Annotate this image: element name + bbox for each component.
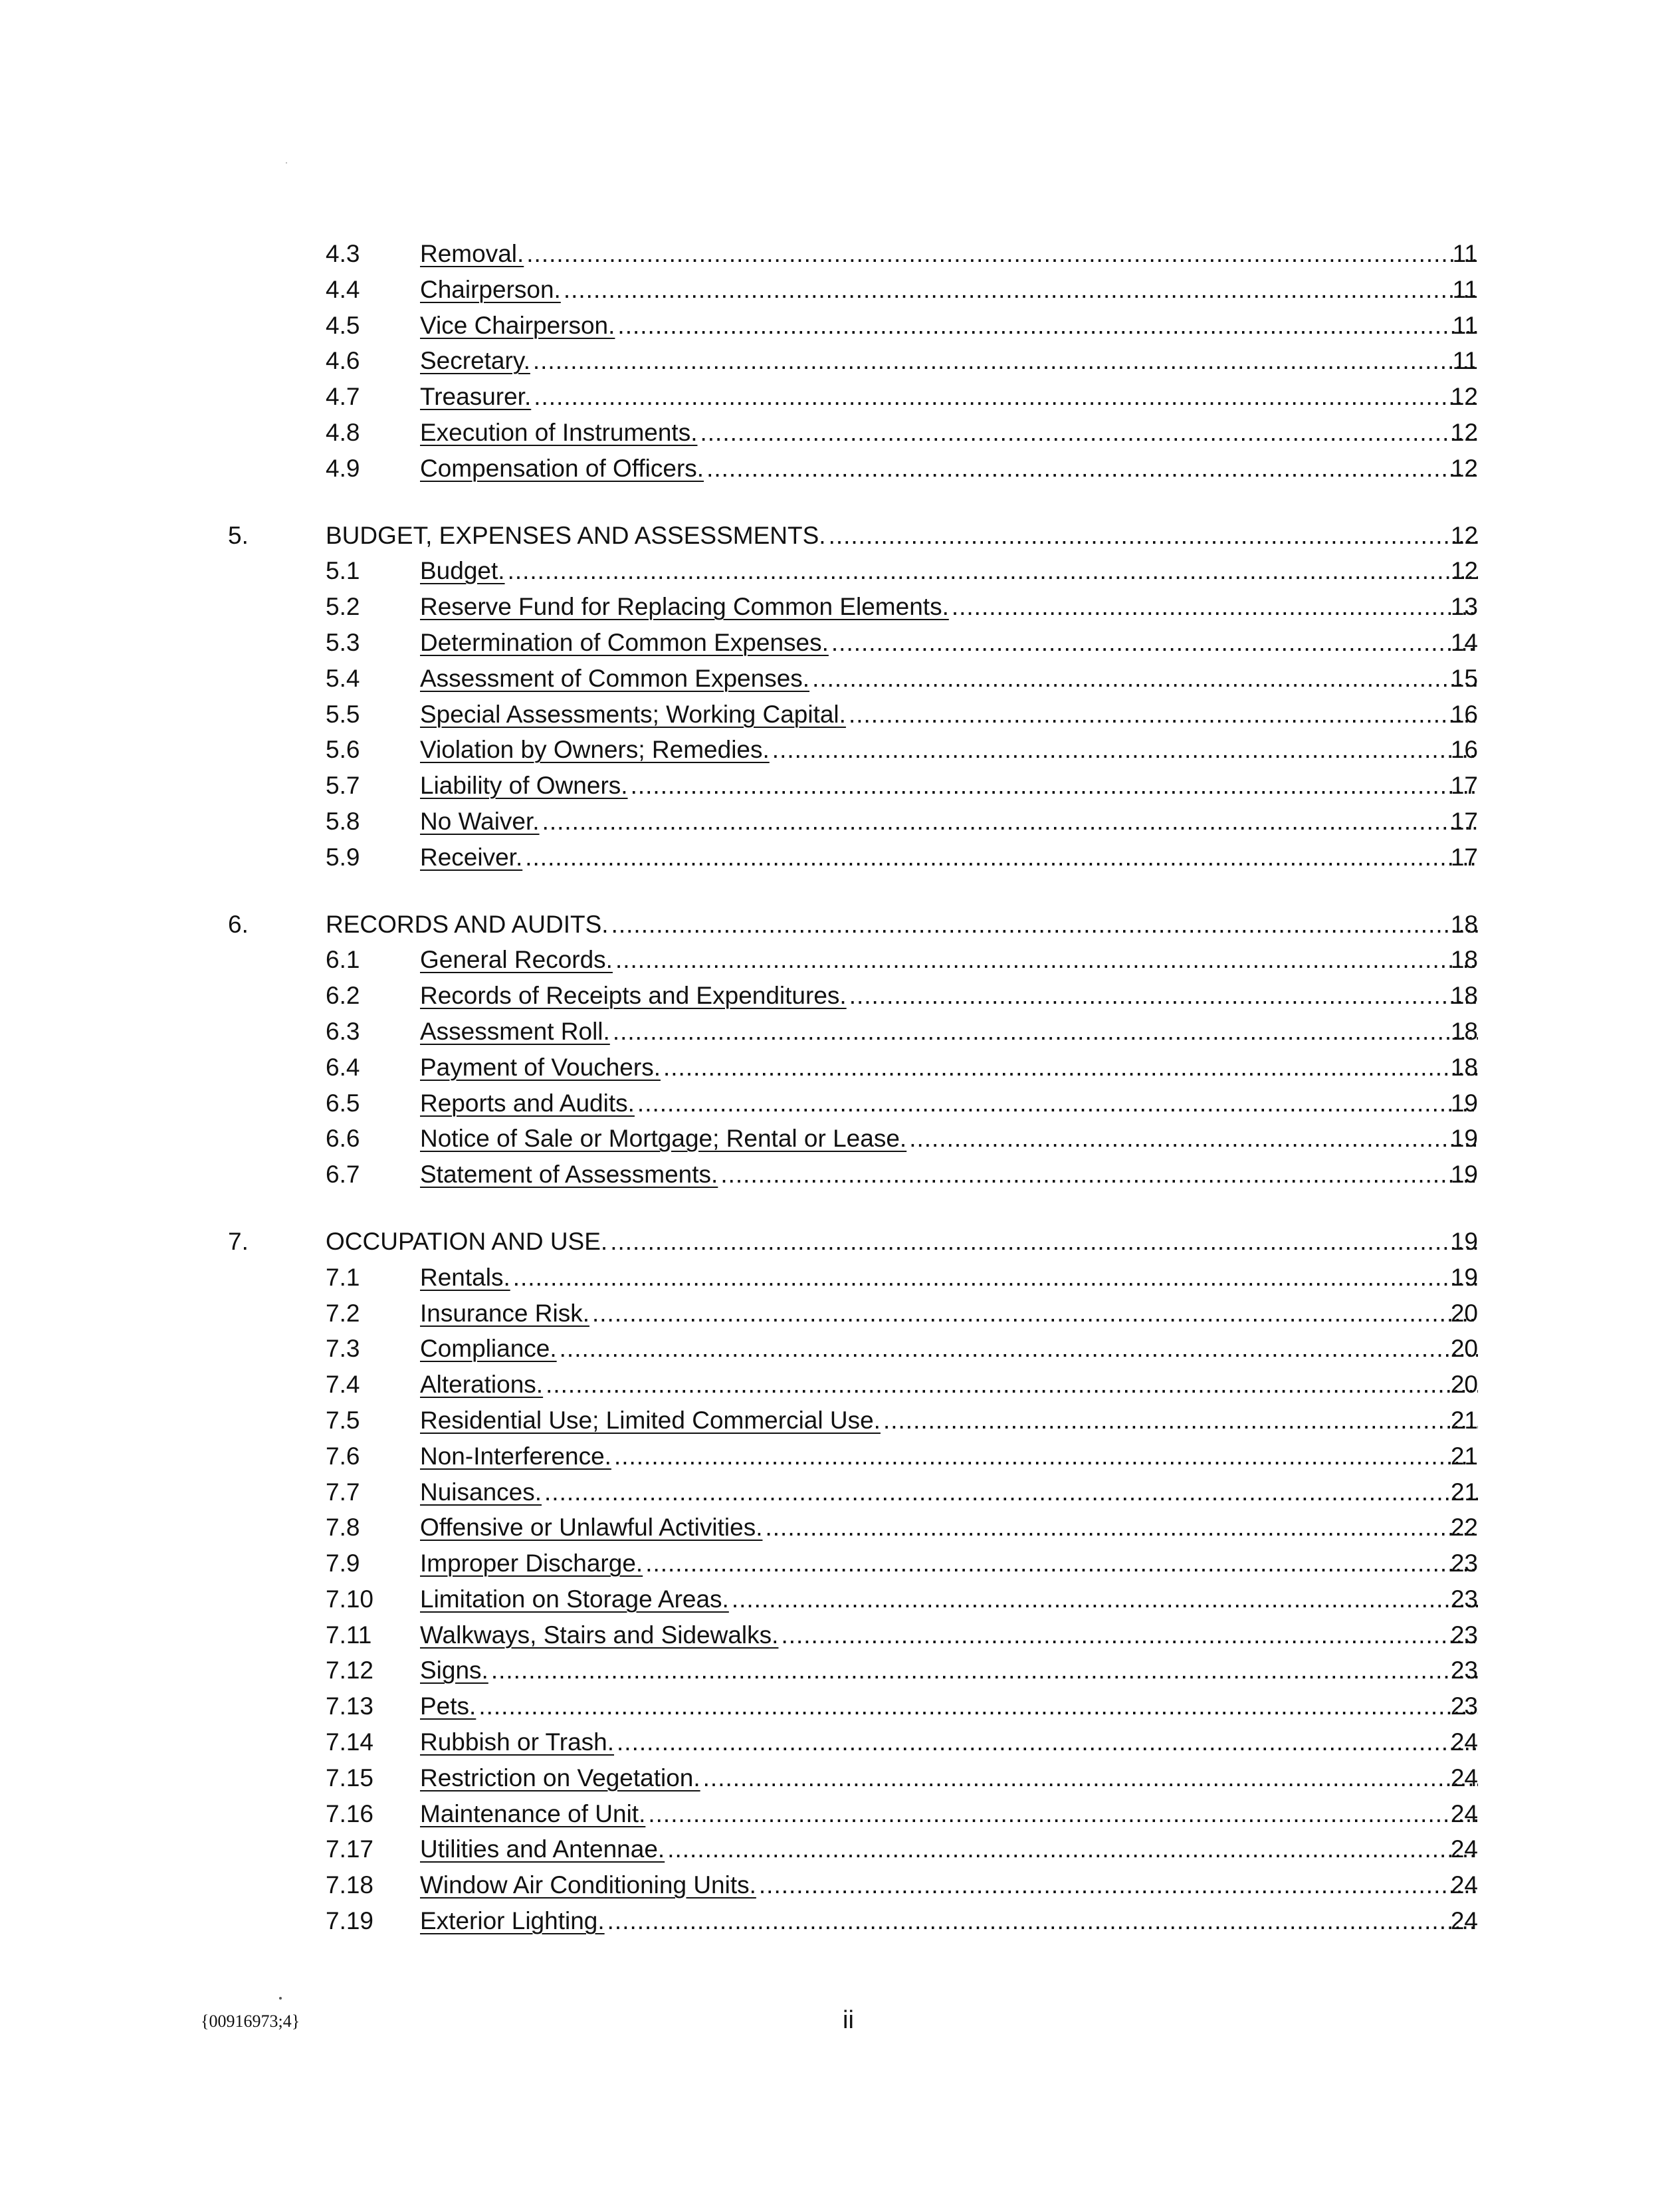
- dot-leader: [524, 236, 1478, 272]
- toc-entry-leader: [420, 1086, 1478, 1121]
- toc-entry-leader: [420, 272, 1478, 308]
- subsection-number: 6.6: [326, 1125, 360, 1153]
- toc-entry-leader: [420, 1903, 1478, 1939]
- subsection-number: 6.7: [326, 1161, 360, 1189]
- dot-leader: [661, 1050, 1478, 1086]
- toc-entry-leader: [420, 1510, 1478, 1546]
- toc-subsection-row[interactable]: [0, 1760, 1680, 1796]
- page-reference: 23: [1450, 1621, 1478, 1649]
- subsection-title-link[interactable]: Insurance Risk.: [420, 1299, 589, 1327]
- toc-subsection-row[interactable]: [0, 415, 1680, 451]
- toc-entry-leader: [420, 1439, 1478, 1474]
- subsection-title-link[interactable]: Determination of Common Expenses.: [420, 628, 829, 656]
- page-reference: 24: [1450, 1835, 1478, 1863]
- toc-subsection-row[interactable]: [0, 768, 1680, 804]
- page-reference: 23: [1450, 1585, 1478, 1613]
- dot-leader: [613, 942, 1478, 978]
- toc-entry-leader: [420, 732, 1478, 768]
- page-reference: 13: [1450, 593, 1478, 621]
- section-number: 7.: [228, 1227, 249, 1255]
- dot-leader: [697, 415, 1478, 451]
- toc-subsection-row[interactable]: [0, 1157, 1680, 1193]
- page-reference: 19: [1450, 1089, 1478, 1117]
- toc-subsection-row[interactable]: [0, 1403, 1680, 1439]
- page-reference: 16: [1450, 736, 1478, 764]
- subsection-number: 7.1: [326, 1263, 360, 1291]
- dot-leader: [829, 625, 1478, 661]
- subsection-title-link[interactable]: Window Air Conditioning Units.: [420, 1871, 756, 1899]
- toc-subsection-row[interactable]: [0, 236, 1680, 272]
- subsection-number: 5.8: [326, 807, 360, 835]
- section-title: RECORDS AND AUDITS.: [326, 910, 609, 938]
- subsection-number: 7.19: [326, 1907, 374, 1935]
- subsection-number: 7.3: [326, 1335, 360, 1363]
- page-reference: 22: [1450, 1514, 1478, 1542]
- page-reference: 20: [1450, 1299, 1478, 1327]
- page-reference: 11: [1452, 311, 1478, 339]
- dot-leader: [700, 1760, 1478, 1796]
- subsection-number: 4.8: [326, 418, 360, 446]
- toc-subsection-row[interactable]: [0, 1581, 1680, 1617]
- page-reference: 23: [1450, 1657, 1478, 1684]
- page-reference: 20: [1450, 1335, 1478, 1363]
- subsection-title-link[interactable]: Statement of Assessments.: [420, 1161, 718, 1189]
- toc-entry-leader: [326, 518, 1478, 554]
- subsection-number: 7.2: [326, 1299, 360, 1327]
- page-reference: 24: [1450, 1799, 1478, 1827]
- page-reference: 14: [1450, 628, 1478, 656]
- toc-subsection-row[interactable]: [0, 451, 1680, 487]
- scan-speck: [279, 1997, 282, 2000]
- subsection-title-link[interactable]: Signs.: [420, 1657, 488, 1684]
- toc-entry-leader: [420, 1121, 1478, 1157]
- dot-leader: [718, 1157, 1478, 1193]
- toc-subsection-row[interactable]: [0, 1331, 1680, 1367]
- dot-leader: [628, 768, 1478, 804]
- dot-leader: [531, 379, 1478, 415]
- toc-subsection-row[interactable]: [0, 1546, 1680, 1581]
- section-gap: [0, 487, 1680, 518]
- dot-leader: [704, 451, 1478, 487]
- toc-entry-leader: [420, 1831, 1478, 1867]
- page-reference: 12: [1450, 521, 1478, 549]
- subsection-number: 4.7: [326, 383, 360, 411]
- subsection-title-link[interactable]: Pets.: [420, 1692, 476, 1720]
- subsection-number: 5.7: [326, 772, 360, 800]
- dot-leader: [906, 1121, 1478, 1157]
- subsection-number: 7.4: [326, 1371, 360, 1399]
- dot-leader: [476, 1688, 1478, 1724]
- toc-entry-leader: [420, 1617, 1478, 1653]
- dot-leader: [522, 840, 1478, 875]
- toc-entry-leader: [420, 343, 1478, 379]
- dot-leader: [809, 661, 1478, 697]
- toc-subsection-row[interactable]: [0, 1796, 1680, 1832]
- subsection-title-link[interactable]: Rubbish or Trash.: [420, 1728, 615, 1756]
- page-reference: 24: [1450, 1764, 1478, 1791]
- page-reference: 12: [1450, 557, 1478, 585]
- subsection-title-link[interactable]: Residential Use; Limited Commercial Use.: [420, 1406, 881, 1434]
- toc-subsection-row[interactable]: [0, 661, 1680, 697]
- subsection-title-link[interactable]: Rentals.: [420, 1263, 510, 1291]
- toc-entry-leader: [420, 379, 1478, 415]
- toc-entry-leader: [420, 1760, 1478, 1796]
- subsection-title-link[interactable]: Secretary.: [420, 347, 530, 375]
- subsection-title-link[interactable]: Payment of Vouchers.: [420, 1053, 661, 1081]
- page-reference: 20: [1450, 1371, 1478, 1399]
- toc-subsection-row[interactable]: [0, 379, 1680, 415]
- subsection-number: 7.10: [326, 1585, 374, 1613]
- dot-leader: [610, 1014, 1478, 1050]
- subsection-number: 5.6: [326, 736, 360, 764]
- section-number: 5.: [228, 521, 249, 549]
- toc-entry-leader: [420, 308, 1478, 344]
- subsection-title-link[interactable]: Records of Receipts and Expenditures.: [420, 982, 847, 1010]
- toc-entry-leader: [420, 1796, 1478, 1832]
- subsection-number: 4.5: [326, 311, 360, 339]
- toc-entry-leader: [420, 236, 1478, 272]
- toc-entry-leader: [326, 1224, 1478, 1260]
- page-reference: 21: [1450, 1478, 1478, 1506]
- toc-entry-leader: [420, 978, 1478, 1014]
- toc-subsection-row[interactable]: [0, 1688, 1680, 1724]
- subsection-title-link[interactable]: Reports and Audits.: [420, 1089, 635, 1117]
- page-reference: 24: [1450, 1728, 1478, 1756]
- toc-subsection-row[interactable]: [0, 1474, 1680, 1510]
- page-reference: 19: [1450, 1227, 1478, 1255]
- toc-entry-leader: [420, 1546, 1478, 1581]
- dot-leader: [615, 308, 1478, 344]
- dot-leader: [665, 1831, 1478, 1867]
- subsection-title-link[interactable]: Limitation on Storage Areas.: [420, 1585, 729, 1613]
- dot-leader: [846, 697, 1478, 733]
- dot-leader: [510, 1260, 1478, 1296]
- page-reference: 21: [1450, 1442, 1478, 1470]
- subsection-number: 4.3: [326, 240, 360, 267]
- toc-entry-leader: [420, 840, 1478, 875]
- toc-subsection-row[interactable]: [0, 697, 1680, 733]
- toc-entry-leader: [420, 589, 1478, 625]
- toc-entry-leader: [420, 1688, 1478, 1724]
- page-reference: 17: [1450, 772, 1478, 800]
- subsection-title-link[interactable]: Special Assessments; Working Capital.: [420, 700, 846, 728]
- toc-subsection-row[interactable]: [0, 625, 1680, 661]
- toc-entry-leader: [420, 768, 1478, 804]
- subsection-title-link[interactable]: Vice Chairperson.: [420, 311, 615, 339]
- subsection-title-link[interactable]: General Records.: [420, 946, 613, 974]
- page-reference: 11: [1452, 240, 1478, 267]
- toc-subsection-row[interactable]: [0, 1617, 1680, 1653]
- toc-entry-leader: [420, 661, 1478, 697]
- subsection-number: 7.6: [326, 1442, 360, 1470]
- dot-leader: [770, 732, 1478, 768]
- subsection-number: 4.6: [326, 347, 360, 375]
- subsection-number: 6.2: [326, 982, 360, 1010]
- subsection-title-link[interactable]: Non-Interference.: [420, 1442, 611, 1470]
- page-reference: 17: [1450, 807, 1478, 835]
- page-reference: 19: [1450, 1125, 1478, 1153]
- dot-leader: [542, 1474, 1478, 1510]
- page-reference: 18: [1450, 946, 1478, 974]
- page-reference: 24: [1450, 1871, 1478, 1899]
- toc-entry-leader: [420, 1367, 1478, 1403]
- toc-subsection-row[interactable]: [0, 1831, 1680, 1867]
- subsection-number: 7.13: [326, 1692, 374, 1720]
- toc-entry-leader: [420, 1653, 1478, 1688]
- subsection-number: 5.5: [326, 700, 360, 728]
- page-number: ii: [843, 2006, 854, 2034]
- section-number: 6.: [228, 910, 249, 938]
- toc-entry-leader: [420, 942, 1478, 978]
- toc-entry-leader: [420, 1474, 1478, 1510]
- subsection-number: 5.1: [326, 557, 360, 585]
- toc-subsection-row[interactable]: [0, 1050, 1680, 1086]
- subsection-title-link[interactable]: Receiver.: [420, 843, 523, 871]
- dot-leader: [614, 1724, 1478, 1760]
- subsection-title-link[interactable]: Compliance.: [420, 1335, 557, 1363]
- dot-leader: [847, 978, 1478, 1014]
- toc-entry-leader: [420, 697, 1478, 733]
- toc-subsection-row[interactable]: [0, 942, 1680, 978]
- toc-section-row: [0, 907, 1680, 943]
- toc-subsection-row[interactable]: [0, 978, 1680, 1014]
- toc-subsection-row[interactable]: [0, 732, 1680, 768]
- subsection-number: 7.12: [326, 1657, 374, 1684]
- subsection-number: 5.4: [326, 664, 360, 692]
- dot-leader: [530, 343, 1478, 379]
- toc-subsection-row[interactable]: [0, 1086, 1680, 1121]
- subsection-title-link[interactable]: Removal.: [420, 240, 524, 267]
- toc-entry-leader: [420, 1581, 1478, 1617]
- dot-leader: [540, 804, 1478, 840]
- subsection-title-link[interactable]: Notice of Sale or Mortgage; Rental or Lease.: [420, 1125, 907, 1153]
- page-reference: 16: [1450, 700, 1478, 728]
- subsection-title-link[interactable]: Alterations.: [420, 1371, 544, 1399]
- toc-subsection-row[interactable]: [0, 343, 1680, 379]
- toc-subsection-row[interactable]: [0, 272, 1680, 308]
- page-reference: 17: [1450, 843, 1478, 871]
- subsection-title-link[interactable]: Nuisances.: [420, 1478, 542, 1506]
- subsection-number: 4.4: [326, 275, 360, 303]
- toc-subsection-row[interactable]: [0, 1296, 1680, 1331]
- toc-entry-leader: [420, 1157, 1478, 1193]
- toc-entry-leader: [420, 625, 1478, 661]
- dot-leader: [756, 1867, 1478, 1903]
- toc-entry-leader: [420, 1867, 1478, 1903]
- toc-entry-leader: [420, 1014, 1478, 1050]
- subsection-title-link[interactable]: Exterior Lighting.: [420, 1907, 605, 1935]
- page-reference: 12: [1450, 383, 1478, 411]
- toc-entry-leader: [420, 415, 1478, 451]
- toc-subsection-row[interactable]: [0, 553, 1680, 589]
- subsection-title-link[interactable]: Execution of Instruments.: [420, 418, 698, 446]
- subsection-number: 7.5: [326, 1406, 360, 1434]
- subsection-title-link[interactable]: Maintenance of Unit.: [420, 1799, 646, 1827]
- subsection-title-link[interactable]: Utilities and Antennae.: [420, 1835, 665, 1863]
- section-gap: [0, 1193, 1680, 1224]
- subsection-number: 6.3: [326, 1017, 360, 1045]
- page-reference: 12: [1450, 418, 1478, 446]
- toc-subsection-row[interactable]: [0, 1653, 1680, 1688]
- subsection-number: 5.3: [326, 628, 360, 656]
- page-reference: 23: [1450, 1692, 1478, 1720]
- dot-leader: [505, 553, 1478, 589]
- subsection-number: 7.9: [326, 1550, 360, 1577]
- toc-subsection-row[interactable]: [0, 589, 1680, 625]
- toc-subsection-row[interactable]: [0, 840, 1680, 875]
- page-reference: 19: [1450, 1161, 1478, 1189]
- subsection-number: 7.17: [326, 1835, 374, 1863]
- toc-section-row: [0, 518, 1680, 554]
- dot-leader: [605, 1903, 1478, 1939]
- page-reference: 24: [1450, 1907, 1478, 1935]
- page-reference: 18: [1450, 1017, 1478, 1045]
- toc-entry-leader: [420, 1260, 1478, 1296]
- subsection-number: 7.14: [326, 1728, 374, 1756]
- subsection-title-link[interactable]: Assessment of Common Expenses.: [420, 664, 810, 692]
- page-reference: 18: [1450, 910, 1478, 938]
- subsection-title-link[interactable]: No Waiver.: [420, 807, 540, 835]
- toc-subsection-row[interactable]: [0, 1260, 1680, 1296]
- dot-leader: [557, 1331, 1478, 1367]
- toc-entry-leader: [420, 1403, 1478, 1439]
- subsection-number: 7.15: [326, 1764, 374, 1791]
- subsection-title-link[interactable]: Reserve Fund for Replacing Common Elements.: [420, 593, 949, 621]
- section-title: OCCUPATION AND USE.: [326, 1227, 608, 1255]
- page-reference: 12: [1450, 454, 1478, 482]
- toc-entry-leader: [420, 451, 1478, 487]
- scan-speck: [286, 162, 287, 164]
- toc-subsection-row[interactable]: [0, 1724, 1680, 1760]
- subsection-title-link[interactable]: Treasurer.: [420, 383, 532, 411]
- subsection-number: 7.18: [326, 1871, 374, 1899]
- subsection-title-link[interactable]: Assessment Roll.: [420, 1017, 610, 1045]
- subsection-number: 7.11: [326, 1621, 372, 1649]
- subsection-number: 5.9: [326, 843, 360, 871]
- dot-leader: [589, 1296, 1478, 1331]
- page-reference: 19: [1450, 1263, 1478, 1291]
- subsection-title-link[interactable]: Budget.: [420, 557, 505, 585]
- dot-leader: [645, 1796, 1478, 1832]
- toc-entry-leader: [420, 1331, 1478, 1367]
- page-reference: 21: [1450, 1406, 1478, 1434]
- subsection-number: 7.7: [326, 1478, 360, 1506]
- toc-section-row: [0, 1224, 1680, 1260]
- toc-entry-leader: [420, 1050, 1478, 1086]
- toc-entry-leader: [420, 553, 1478, 589]
- dot-leader: [543, 1367, 1478, 1403]
- dot-leader: [643, 1546, 1478, 1581]
- toc-subsection-row[interactable]: [0, 1367, 1680, 1403]
- toc-subsection-row[interactable]: [0, 1439, 1680, 1474]
- toc-subsection-row[interactable]: [0, 308, 1680, 344]
- page-reference: 11: [1452, 347, 1478, 375]
- subsection-number: 7.8: [326, 1514, 360, 1542]
- dot-leader: [778, 1617, 1478, 1653]
- toc-subsection-row[interactable]: [0, 804, 1680, 840]
- subsection-title-link[interactable]: Offensive or Unlawful Activities.: [420, 1514, 763, 1542]
- subsection-title-link[interactable]: Improper Discharge.: [420, 1550, 643, 1577]
- subsection-number: 6.1: [326, 946, 360, 974]
- toc-subsection-row[interactable]: [0, 1903, 1680, 1939]
- section-title: BUDGET, EXPENSES AND ASSESSMENTS.: [326, 521, 826, 549]
- page-reference: 15: [1450, 664, 1478, 692]
- toc-subsection-row[interactable]: [0, 1510, 1680, 1546]
- dot-leader: [729, 1581, 1478, 1617]
- subsection-number: 6.4: [326, 1053, 360, 1081]
- dot-leader: [949, 589, 1478, 625]
- subsection-title-link[interactable]: Chairperson.: [420, 275, 561, 303]
- subsection-number: 6.5: [326, 1089, 360, 1117]
- subsection-title-link[interactable]: Restriction on Vegetation.: [420, 1764, 700, 1791]
- subsection-number: 4.9: [326, 454, 360, 482]
- page-reference: 11: [1452, 275, 1478, 303]
- dot-leader: [561, 272, 1478, 308]
- table-of-contents: [0, 236, 1680, 1939]
- section-gap: [0, 875, 1680, 907]
- toc-entry-leader: [420, 804, 1478, 840]
- toc-subsection-row[interactable]: [0, 1014, 1680, 1050]
- dot-leader: [611, 1439, 1478, 1474]
- dot-leader: [609, 907, 1478, 943]
- subsection-title-link[interactable]: Compensation of Officers.: [420, 454, 704, 482]
- dot-leader: [826, 518, 1478, 554]
- toc-subsection-row[interactable]: [0, 1867, 1680, 1903]
- toc-entry-leader: [420, 1724, 1478, 1760]
- page-reference: 18: [1450, 982, 1478, 1010]
- subsection-title-link[interactable]: Walkways, Stairs and Sidewalks.: [420, 1621, 779, 1649]
- dot-leader: [635, 1086, 1478, 1121]
- dot-leader: [881, 1403, 1478, 1439]
- dot-leader: [607, 1224, 1478, 1260]
- page-reference: 23: [1450, 1550, 1478, 1577]
- document-id: {00916973;4}: [201, 2012, 300, 2031]
- dot-leader: [488, 1653, 1478, 1688]
- subsection-title-link[interactable]: Liability of Owners.: [420, 772, 628, 800]
- toc-entry-leader: [326, 907, 1478, 943]
- toc-subsection-row[interactable]: [0, 1121, 1680, 1157]
- subsection-number: 5.2: [326, 593, 360, 621]
- subsection-title-link[interactable]: Violation by Owners; Remedies.: [420, 736, 770, 764]
- dot-leader: [762, 1510, 1478, 1546]
- subsection-number: 7.16: [326, 1799, 374, 1827]
- toc-entry-leader: [420, 1296, 1478, 1331]
- page-reference: 18: [1450, 1053, 1478, 1081]
